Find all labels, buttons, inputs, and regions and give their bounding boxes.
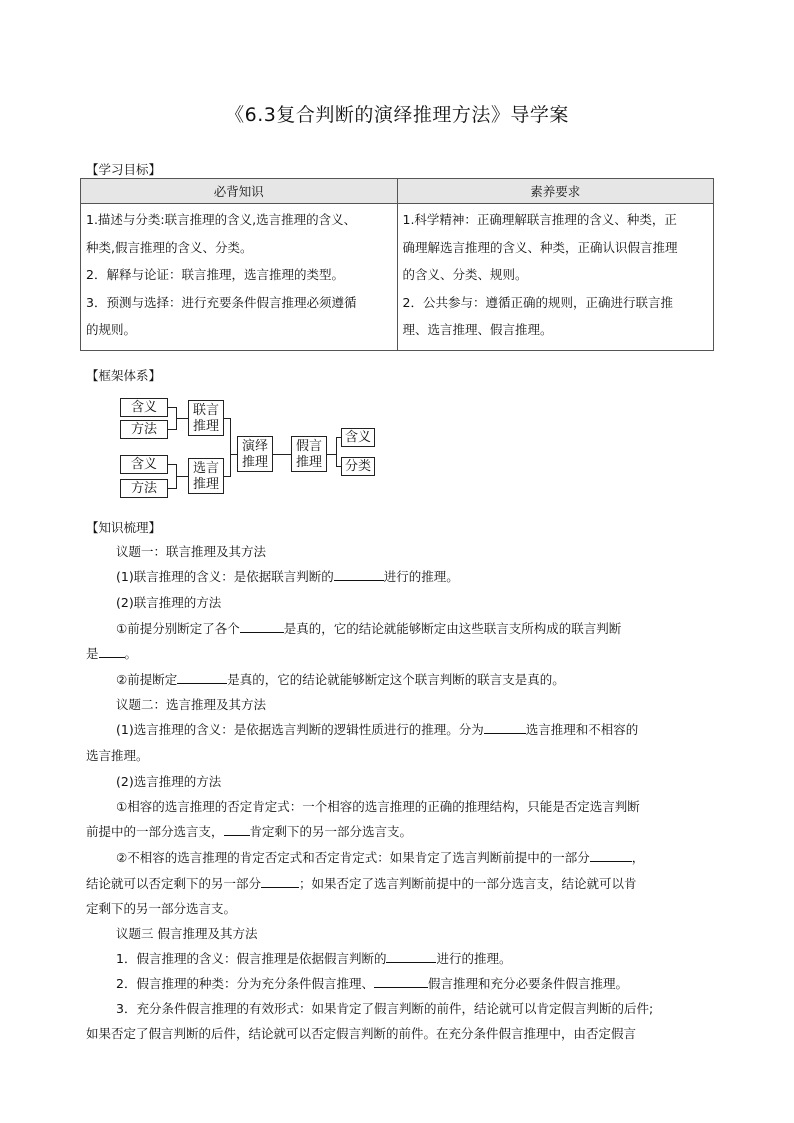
diagram-box-deductive-reasoning [237,436,273,472]
goals-table [80,178,714,351]
goals-left-line: 1.描述与分类:联言推理的含义,选言推理的含义、 [86,212,357,227]
text: 选言推理。 [86,748,149,763]
fill-blank[interactable] [374,975,428,988]
paragraph [86,642,712,667]
diagram-box-method: 方法 [120,420,168,439]
fill-blank[interactable] [240,620,284,633]
section-framework-label: 【框架体系】 [86,368,162,383]
diagram-box-hypothetical-reasoning [291,436,327,472]
paragraph [86,668,742,693]
paragraph [86,795,742,820]
paragraph [86,947,742,972]
goals-cell-literacy [397,204,714,351]
diagram-box-meaning: 含义 [120,455,168,474]
paragraph [86,997,742,1022]
diagram-box-label: 推理 [241,455,268,470]
paragraph [86,744,712,769]
paragraph [86,718,742,743]
goals-left-line: 种类,假言推理的含义、分类。 [86,239,253,255]
text: ①相容的选言推理的否定肯定式：一个相容的选言推理的正确的推理结构，只能是否定选言判断 [116,799,640,814]
paragraph [86,820,712,845]
text: 前提中的一部分选言支， [86,824,224,839]
goals-table-header-row [81,179,714,204]
text: (1)联言推理的含义：是依据联言判断的 [116,569,334,584]
topic-2-title: 议题二：选言推理及其方法 [116,697,267,712]
section-goals-label: 【学习目标】 [86,162,162,177]
section-knowledge-label: 【知识梳理】 [86,520,162,535]
text: ；如果否定了选言判断前提中的一部分选言支，结论就可以肯 [299,876,637,891]
text: 进行的推理。 [383,569,459,584]
text: (2)选言推理的方法 [116,774,222,789]
paragraph [86,617,742,642]
diagram-box-meaning: 含义 [341,428,375,447]
goals-left-line: 3．预测与选择：进行充要条件假言推理必须遵循 [86,294,357,310]
framework-diagram [114,390,384,502]
text: 肯定剩下的另一部分选言支。 [249,824,413,839]
diagram-box-classification: 分类 [341,457,375,476]
topic-heading [86,540,742,565]
goals-right-line: 的含义、分类、规则。 [402,267,528,282]
text: 3．充分条件假言推理的有效形式：如果肯定了假言判断的前件，结论就可以肯定假言判断的后件; [116,1001,654,1016]
diagram-box-label: 演绎 [241,439,268,454]
page-title: 《6.3复合判断的演绎推理方法》导学案 [225,104,569,126]
diagram-box-label: 推理 [192,419,219,434]
paragraph [86,872,712,897]
fill-blank[interactable] [334,568,384,581]
topic-heading [86,922,742,947]
goals-right-line: 理、选言推理、假言推理。 [402,322,553,337]
text: 选言推理和不相容的 [525,722,639,737]
diagram-box-method: 方法 [120,479,168,498]
text: ①前提分别断定了各个 [116,621,240,636]
text: 进行的推理。 [436,951,512,966]
paragraph [86,591,742,616]
fill-blank[interactable] [261,875,299,888]
text: (2)联言推理的方法 [116,595,222,610]
goals-header-knowledge: 必背知识 [81,179,398,204]
text: ②不相容的选言推理的肯定否定式和否定肯定式：如果肯定了选言判断前提中的一部分 [116,850,590,865]
topic-1-title: 议题一：联言推理及其方法 [116,544,267,559]
text: (1)选言推理的含义：是依据选言判断的逻辑性质进行的推理。分为 [116,722,484,737]
goals-left-line: 的规则。 [86,322,137,337]
paragraph [86,1022,712,1047]
fill-blank[interactable] [224,823,250,836]
diagram-box-label: 选言 [192,461,219,476]
text: 。 [124,646,138,661]
goals-header-literacy: 素养要求 [397,179,714,204]
paragraph [86,565,742,590]
fill-blank[interactable] [484,721,526,734]
fill-blank[interactable] [386,950,436,963]
fill-blank[interactable] [177,671,227,684]
text: 2．假言推理的种类：分为充分条件假言推理、 [116,976,374,991]
text: 结论就可以否定剩下的另一部分 [86,876,262,891]
goals-table-row [81,204,714,351]
text: ， [631,850,645,865]
topic-3-title: 议题三 假言推理及其方法 [116,926,258,941]
text: 是真的，它的结论就能够断定由这些联言支所构成的联言判断 [283,621,622,636]
goals-right-line: 2．公共参与：遵循正确的规则，正确进行联言推 [402,294,673,310]
paragraph [86,846,742,871]
paragraph [86,897,712,922]
topic-heading [86,693,742,718]
diagram-box-label: 联言 [192,403,219,418]
goals-cell-knowledge [81,204,398,351]
text: 是 [86,646,99,661]
diagram-box-label: 假言 [295,439,322,454]
diagram-box-disjunctive-reasoning [188,458,224,494]
goals-right-line: 确理解选言推理的含义、种类，正确认识假言推理 [402,239,678,255]
diagram-box-conjunctive-reasoning [188,400,224,436]
text: 1．假言推理的含义：假言推理是依据假言判断的 [116,951,387,966]
text: 定剩下的另一部分选言支。 [86,901,237,916]
paragraph [86,770,742,795]
goals-right-line: 1.科学精神：正确理解联言推理的含义、种类，正 [402,212,677,227]
fill-blank[interactable] [590,849,632,862]
paragraph [86,972,742,997]
text: 假言推理和充分必要条件假言推理。 [427,976,628,991]
text: 如果否定了假言判断的后件，结论就可以否定假言判断的前件。在充分条件假言推理中，由否定假言 [86,1026,637,1041]
goals-left-line: 2．解释与论证：联言推理，选言推理的类型。 [86,267,344,282]
text: ②前提断定 [116,672,178,687]
diagram-box-label: 推理 [192,477,219,492]
diagram-box-meaning: 含义 [120,398,168,417]
diagram-box-label: 推理 [295,455,322,470]
fill-blank[interactable] [99,645,125,658]
text: 是真的，它的结论就能够断定这个联言判断的联言支是真的。 [227,672,565,687]
